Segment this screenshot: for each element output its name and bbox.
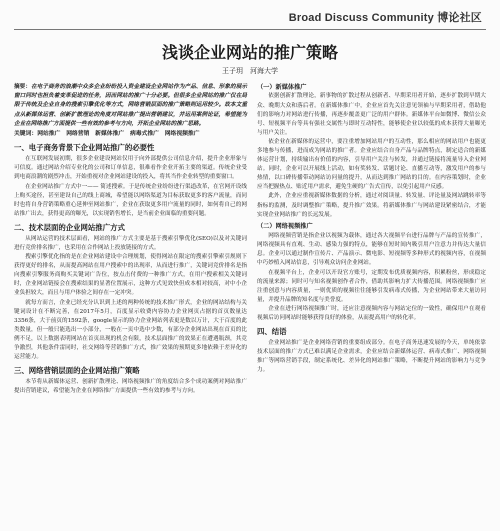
section-heading-3: 三、网络营销层面的企业网站推广策略	[14, 366, 140, 376]
abstract	[14, 83, 247, 129]
paragraph: 就每方而言，企业已经充分认识到上述的两种传统的技术推广形式，企业的网站结构与关键词设计在不断完善，在2017年5月，百度显示收费内容协力企业网页占据的首页数量达3356条，大于前页的1592条，google显示的协力企业网站列表更是数以万计，大于百度的此类数量，但一般只能选出一小部分，一般在一页中选中少数，有部分企业网站出现在首页的比例不足，以上数据表明网站在首页出现的机会有限，技术层面推广的效果正在遭遇瓶颈，其竞争激烈，其他条件雷同时，社交网络等营销推广方式，推广效果的预期更多地依赖于差异化的运营能力。	[14, 299, 247, 361]
section-heading-conclusion: 四、结语	[257, 327, 287, 337]
abstract-label: 摘要：	[14, 84, 32, 90]
header-rule	[14, 29, 486, 30]
left-column	[14, 83, 247, 396]
right-column	[257, 83, 486, 375]
paragraph: 企业网站推广是企业网络营销的重要组成部分。在电子商务迅速发展的今天，单纯依靠技术层面的推广方式已难以满足企业需求，企业应结合新媒体运营、病毒式推广、网络视频推广等网络营销手段，制定系统化、差异化的网站推广策略，不断提升网站的影响力与竞争力。	[257, 340, 486, 374]
subsection-heading-new-media: （一）新媒体推广	[257, 84, 307, 91]
paragraph: 搜索引擎优化指的是在企业网站建设中合理规划，使得网站在限定的搜索引擎索引规则下获得更好的排名，从而提高网站在用户搜索中的出现率，从而进行推广，关键词竞价排名是指向搜索引擎服务商购买关键词广告位，按点击付费的一种推广方式，在用户搜索相关关键词时，企业网站链接会在搜索结果的显著位置展示，这种方式见效快但成本相对较高，对中小企业负担较大，而且与用户体验之间存在一定冲突。	[14, 254, 247, 297]
paper-title: 浅谈企业网站的推广策略	[161, 43, 338, 62]
paragraph: 在企业网站推广方式中一—— 简述搜索。于是传统企业纷纷进行渠道改革，在官网开设线上购买途径，甚至建设自己的线上商城，希望能以网络渠道为目标获取更多的客户流量，而同时也将自身营销策略重心延伸至网站推广，企业在获取更多用户流量的同时，如何将自己的网站推广出去，获得更高的曝光，以实现销售增长，是当前企业面临的重要问题。	[14, 183, 247, 217]
abstract-text: 在电子商务的浪潮中众多企业纷纷投入资金建设企业网站作为产品、信息、形象的展示窗口同时也担负着变革促进的任务，因而网站的推广十分必要。但很多企业网站的推广仅在局限于传统及企业自身的搜索引擎优化等方式，网络营销层面的推广策略则运用较少。故本文重点从新媒体运营、创新扩散理论的角度对网站推广提出营销建议，并运用案例论证，希望能为企业在网络推广方面提供一些有效的参考与方向，开拓企业网站的推广思路。	[14, 84, 247, 127]
paragraph: 从网站运营的技术层面看，网站的推广方式主要是基于搜索引擎优化(SEO)以及对关键词进行竞价排名推广，也采用在合作网站上投放链接的方式。	[14, 235, 247, 251]
journal-header: Broad Discuss Community 博论社区	[288, 12, 482, 24]
keywords-text: 网站推广 网络营销 新媒体推广 病毒式推广 网络视频推广	[37, 131, 200, 138]
paragraph: 依据创新扩散理论，新事物的扩散过程从创新者、早期采用者开始，逐步扩散到早期大众、晚期大众和落后者。在新媒体推广中，企业应首先关注意见领袖与早期采用者，借助他们的影响力对网站进行传播，再逐步覆盖更广泛的用户群体。新媒体平台如微博、微信公众号、短视频平台等具有强社交属性与即时互动特性，能够使企业以较低的成本获得大量曝光与用户关注。	[257, 93, 486, 136]
keywords	[14, 130, 247, 139]
paragraph: 此外，企业应重视新媒体数据的分析，通过对阅读量、转发量、评论量及网站跳转率等指标的监测，及时调整推广策略，提升推广效果。将新媒体推广与网站建设紧密结合，才能实现企业网站推广的长远发展。	[257, 193, 486, 218]
paragraph: 本节将从新媒体运营、创新扩散理论、网络视频推广的角度结合多个成功案例对网站推广提出营销建议，希望能为企业在网络推广方面提供一些有效的参考与方向。	[14, 379, 247, 395]
paragraph: 在互联网发展初期，很多企业建设网站仅用于向外部提供公司信息介绍，提升企业形象与可信度。通过网站介绍专业化的公司和订单信息，很难看作企业开拓主要的渠道。传统企业受到电商浪潮的剧烈冲击，开始重视对企业网站建设的投入，将其当作企业转型的重要窗口。	[14, 156, 247, 181]
author-line: 王子玥 河海大学	[222, 67, 278, 75]
paragraph: 在视频平台上，企业可以开设官方账号，定期发布优质视频内容，积累粉丝，形成稳定的流量来源；同时可与知名视频创作者合作，借助其影响力扩大传播范围。网络视频推广应注重创意与内容质量，一则优质的视频往往能够引发病毒式传播，为企业网站带来大量访问量，并提升品牌的知名度与美誉度。	[257, 269, 486, 303]
keywords-label: 关键词：	[14, 131, 38, 138]
paragraph: 依企业在新媒体的运营中，要注重增加网站用户的互动性，那么相应的网站用户也能更多地参与传播，进而成为网站的推广者。企业应结合自身产品与品牌特点，制定适合的新媒体运营计划，持续输出有价值的内容，引导用户关注与转发，并通过链接将流量导入企业网站。同时，企业可以开展线上活动，如有奖转发、话题讨论、直播互动等，激发用户的参与热情，以口碑传播带动网站访问量的提升，从而达到推广网站的目的。在内容策划时，企业应当把握热点、贴近用户需求，避免生硬的广告式宣传，以免引起用户反感。	[257, 138, 486, 191]
section-heading-1: 一、电子商务背景下企业网站推广的必要性	[14, 143, 155, 153]
paragraph: 企业在进行网络视频推广时，还应注意视频内容与网站定位的一致性，确保用户在观看视频后访问网站时能够获得良好的体验，从而提高用户的转化率。	[257, 305, 486, 321]
subsection-heading-video: （二）网络视频推广	[257, 222, 313, 230]
paragraph: 网络视频营销是指企业以视频为载体，通过各大视频平台进行品牌与产品的宣传推广，网络视频具有直观、生动、感染力强的特点，能够在短时间内吸引用户注意力并传达大量信息。企业可以通过制作宣传片、产品演示、微电影、短视频等多种形式的视频内容，在视频中巧妙植入网站信息，引导观众访问企业网站。	[257, 233, 486, 267]
section-heading-2: 二、技术层面的企业网站推广方式	[14, 222, 125, 232]
